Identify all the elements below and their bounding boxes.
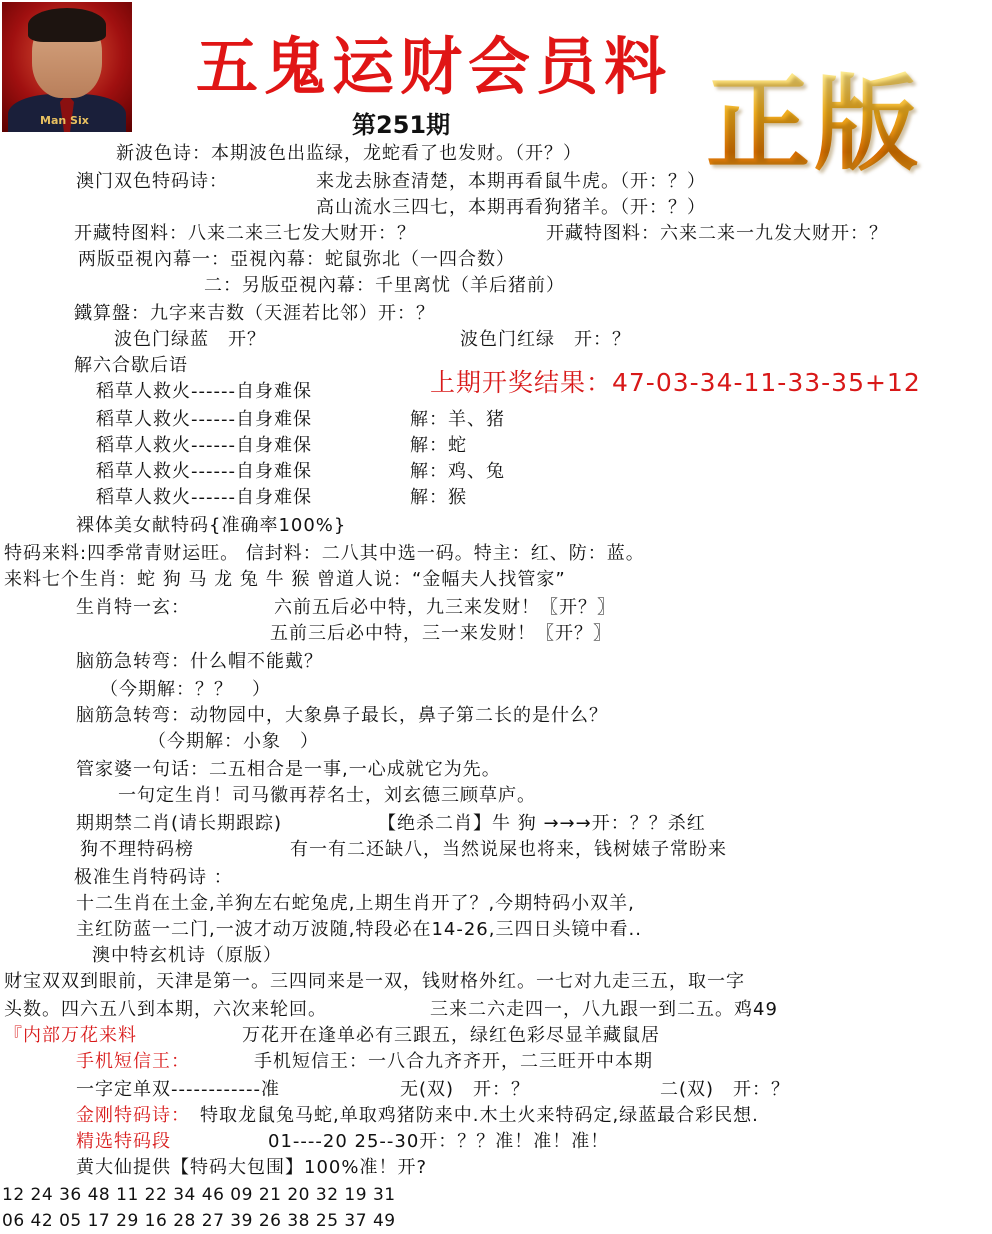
- open-tip-right: 开藏特图料：六来二来一九发大财开：？: [546, 223, 888, 244]
- brain-teaser-1: 脑筋急转弯：什么帽不能戴？: [76, 651, 323, 672]
- zodiac-mystic-label: 生肖特一玄：: [76, 597, 190, 618]
- sms-king-label: 手机短信王：: [76, 1051, 190, 1072]
- goubuli-text: 有一有二还缺八，当然说屎也将来，钱树婊子常盼来: [290, 839, 727, 860]
- zodiac-poem-heading: 极准生肖特码诗 ：: [74, 867, 233, 888]
- riddle-line: 稻草人救火------自身难保: [96, 409, 312, 430]
- odd-even-option-2: 二(双) 开：？: [660, 1079, 791, 1100]
- atv-inside-2: 二：另版亞視內幕：千里离忧（羊后猪前）: [204, 275, 565, 296]
- riddle-line: 稻草人救火------自身难保: [96, 435, 312, 456]
- photo-caption: Man Six: [40, 114, 89, 127]
- banned-zodiacs: 【绝杀二肖】牛 狗 →→→开：？？杀红: [378, 813, 706, 834]
- zodiac-mystic-1: 六前五后必中特，九三来发财！〖开？〗: [274, 597, 616, 618]
- abacus-line: 鐵算盤：九字来吉数（天涯若比邻）开：？: [74, 303, 435, 324]
- special-code-source: 特码来料:四季常青财运旺。 信封料：二八其中选一码。特主：红、防：蓝。: [4, 543, 645, 564]
- zodiac-mystic-2: 五前三后必中特，三一来发财！〖开？〗: [270, 623, 612, 644]
- diamond-poem-text: 特取龙鼠兔马蛇,单取鸡猪防来中.木土火来特码定,绿蓝最合彩民想.: [200, 1105, 759, 1126]
- host-photo: [2, 2, 132, 132]
- riddle-answer: 解：鸡、兔: [410, 461, 505, 482]
- banned-zodiacs-label: 期期禁二肖(请长期跟踪): [76, 813, 283, 834]
- macau-poem-line2: 高山流水三四七，本期再看狗猪羊。（开：？）: [316, 197, 706, 218]
- zodiac-poem-1: 十二生肖在土金,羊狗左右蛇兔虎,上期生肖开了？,今期特码小双羊,: [76, 893, 635, 914]
- brain-teaser-2-answer: （今期解：小象 ）: [148, 731, 319, 752]
- macau-mystic-1: 财宝双双到眼前，天津是第一。三四同来是一双，钱财格外红。一七对九走三五，取一字: [4, 971, 745, 992]
- brain-teaser-2: 脑筋急转弯：动物园中，大象鼻子最长，鼻子第二长的是什么？: [76, 705, 608, 726]
- sms-king-text: 手机短信王：一八合九齐齐开，二三旺开中本期: [254, 1051, 653, 1072]
- diamond-poem-label: 金刚特码诗：: [76, 1105, 190, 1126]
- last-result: 上期开奖结果：47-03-34-11-33-35+12: [430, 368, 921, 397]
- number-list-1: 12 24 36 48 11 22 34 46 09 21 20 32 19 31: [2, 1185, 396, 1205]
- wong-tai-sin-line: 黄大仙提供【特码大包围】100%准！开?: [76, 1157, 428, 1178]
- riddle-line: 稻草人救火------自身难保: [96, 381, 312, 402]
- macau-mystic-heading: 澳中特玄机诗（原版）: [92, 945, 282, 966]
- macau-poem-label: 澳门双色特码诗：: [76, 171, 228, 192]
- accuracy-line: 裸体美女献特码{准确率100%}: [76, 515, 347, 536]
- brain-teaser-1-answer: （今期解：？？ ）: [100, 679, 271, 700]
- wave-green-blue: 波色门绿蓝 开？: [114, 329, 266, 350]
- selected-range-label: 精选特码段: [76, 1131, 171, 1152]
- issue-number: 第251期: [352, 111, 451, 139]
- macau-mystic-2a: 头数。四六五八到本期，六次来轮回。: [4, 999, 327, 1020]
- internal-flowers-label: 『内部万花来料: [4, 1025, 137, 1046]
- riddle-answer: 解：羊、猪: [410, 409, 505, 430]
- goubuli-label: 狗不理特码榜: [80, 839, 194, 860]
- one-sentence-zodiac: 一句定生肖！司马徽再荐名士，刘玄德三顾草庐。: [118, 785, 536, 806]
- seven-zodiacs: 来料七个生肖：蛇 狗 马 龙 兔 牛 猴 曾道人说：“金幅夫人找管家”: [4, 569, 566, 590]
- zodiac-poem-2: 主红防蓝一二门,一波才动万波随,特段必在14-26,三四日头镜中看..: [76, 919, 642, 940]
- riddle-answer: 解：蛇: [410, 435, 467, 456]
- wave-red-green: 波色门红绿 开：？: [460, 329, 631, 350]
- riddle-line: 稻草人救火------自身难保: [96, 487, 312, 508]
- open-tip-left: 开藏特图料：八来二来三七发大财开：？: [74, 223, 416, 244]
- macau-poem-line1: 来龙去脉查清楚，本期再看鼠牛虎。（开：？）: [316, 171, 706, 192]
- housekeeper-line: 管家婆一句话：二五相合是一事,一心成就它为先。: [76, 759, 501, 780]
- selected-range-text: 01----20 25--30开：？？准！准！准！: [268, 1131, 610, 1152]
- page-title: 五鬼运财会员料: [196, 30, 673, 103]
- internal-flowers-text: 万花开在逢单必有三跟五，绿红色彩尽显羊藏鼠居: [242, 1025, 660, 1046]
- riddle-line: 稻草人救火------自身难保: [96, 461, 312, 482]
- macau-mystic-2b: 三来二六走四一，八九跟一到二五。鸡49: [430, 999, 778, 1020]
- odd-even-option-1: 无(双) 开：？: [400, 1079, 531, 1100]
- riddle-heading: 解六合歇后语: [74, 355, 188, 376]
- genuine-badge: 正版: [706, 62, 923, 185]
- wave-color-poem: 新波色诗：本期波色出监绿，龙蛇看了也发财。（开？）: [116, 143, 582, 164]
- odd-even-line: 一字定单双------------准: [76, 1079, 280, 1100]
- number-list-2: 06 42 05 17 29 16 28 27 39 26 38 25 37 49: [2, 1211, 396, 1231]
- riddle-answer: 解：猴: [410, 487, 467, 508]
- photo-hair: [28, 8, 106, 42]
- atv-inside-1: 两版亞視內幕一：亞視內幕：蛇鼠弥北（一四合数）: [78, 249, 515, 270]
